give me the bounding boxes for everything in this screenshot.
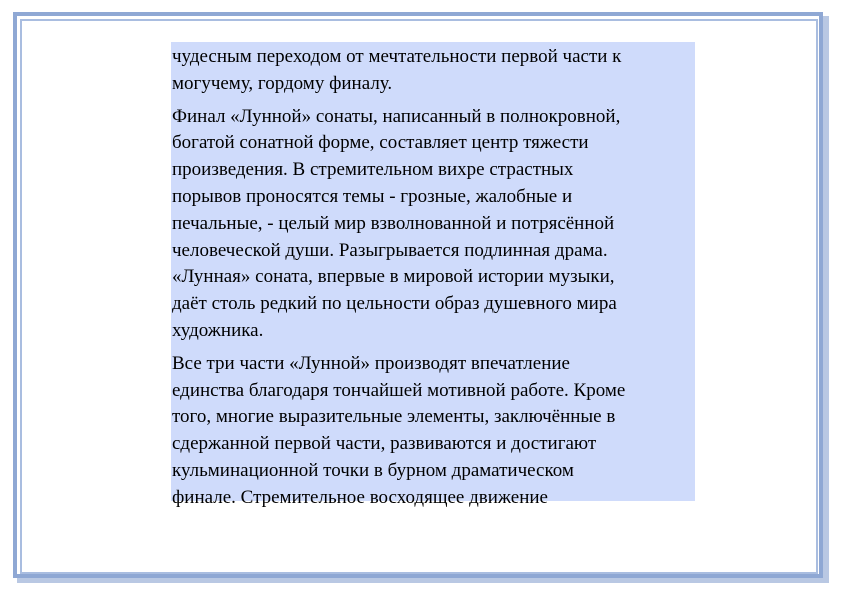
text-line: богатой сонатной форме, составляет центр тяжести — [172, 132, 589, 154]
text-line: сдержанной первой части, развиваются и достигают — [172, 433, 597, 455]
text-line: даёт столь редкий по цельности образ душевного мира — [172, 293, 617, 315]
text-line: Финал «Лунной» сонаты, написанный в полнокровной, — [172, 105, 621, 127]
text-line: могучему, гордому финалу. — [172, 72, 393, 94]
text-block — [171, 42, 695, 508]
paragraph-3 — [172, 351, 695, 512]
text-line: «Лунная» соната, впервые в мировой истории музыки, — [172, 266, 615, 288]
text-line: того, многие выразительные элементы, заключённые в — [172, 406, 616, 428]
text-line: человеческой души. Разыгрывается подлинная драма. — [172, 239, 608, 261]
text-line: чудесным переходом от мечтательности первой части к — [172, 46, 622, 67]
text-line: порывов проносятся темы - грозные, жалобные и — [172, 185, 573, 207]
frame-shadow-right — [823, 16, 829, 582]
paragraph-2 — [172, 104, 695, 345]
text-line: Все три части «Лунной» производят впечатление — [172, 352, 570, 374]
text-line: кульминационной точки в бурном драматическом — [172, 459, 574, 481]
text-line: единства благодаря тончайшей мотивной работе. Кроме — [172, 379, 626, 401]
paragraph-1 — [172, 44, 695, 98]
text-line: финале. Стремительное восходящее движение — [172, 486, 548, 508]
text-line: художника. — [172, 319, 264, 341]
text-line: печальные, - целый мир взволнованной и потрясённой — [172, 212, 615, 234]
frame-shadow-bottom — [17, 578, 829, 583]
text-line: произведения. В стремительном вихре страстных — [172, 159, 574, 181]
